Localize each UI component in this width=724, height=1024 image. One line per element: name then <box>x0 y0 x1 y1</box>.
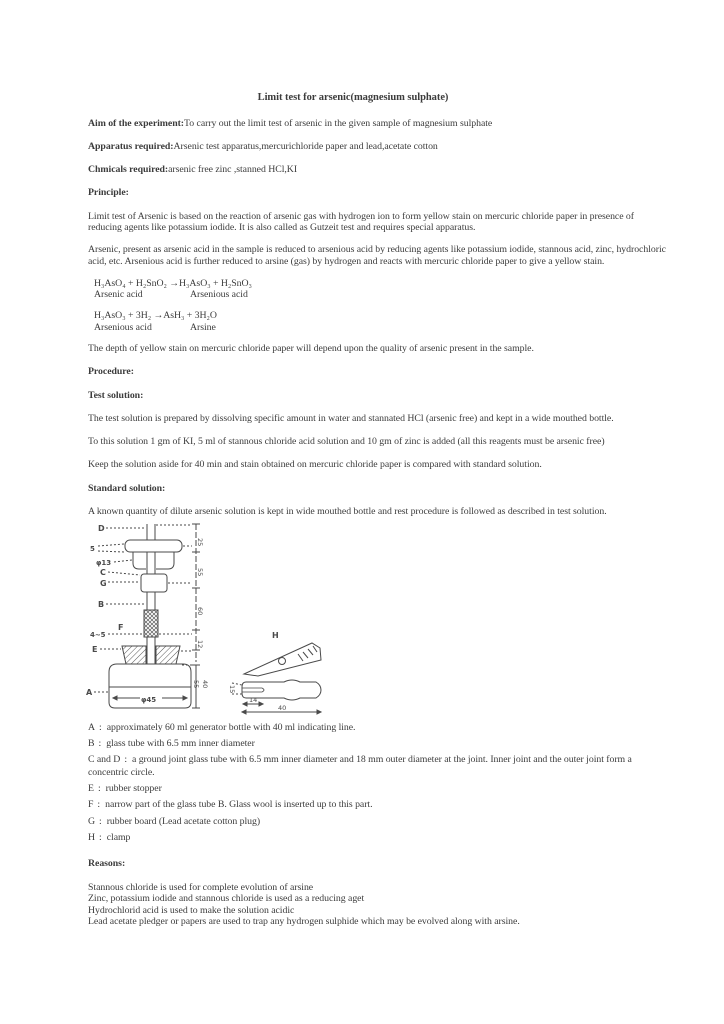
equation-2-label-right: Arsine <box>190 321 216 333</box>
equation-1 <box>94 278 668 302</box>
chemicals-text: arsenic free zinc ,stanned HCl,KI <box>168 164 298 176</box>
principle-paragraph-1: Limit test of Arsenic is based on the reaction of arsenic gas with hydrogen ion to form yellow stain on mercuric chloride paper in presence of reducing agents like potassium iodide. It is also called as Gutzeit test and requires special apparatus. <box>88 210 634 234</box>
separator: : <box>99 721 102 733</box>
apparatus-item-key: G <box>88 815 96 827</box>
apparatus-text: Arsenic test apparatus,mercurichloride paper and lead,acetate cotton <box>173 140 438 152</box>
apparatus-item-text: narrow part of the glass tube B. Glass wool is inserted up to this part. <box>105 799 373 811</box>
apparatus-item-b <box>88 738 668 751</box>
gutzeit-apparatus-drawing <box>86 522 348 716</box>
apparatus-item-cd <box>88 754 668 779</box>
apparatus-item-key: A <box>88 721 96 733</box>
principle-heading: Principle: <box>88 187 129 199</box>
diagram-label-c: C <box>100 567 106 577</box>
diagram-label-d: D <box>98 523 105 533</box>
apparatus-item-key: E <box>88 783 94 795</box>
apparatus-item-g <box>88 816 668 829</box>
apparatus-item-key: B <box>88 737 95 749</box>
apparatus-item-text: clamp <box>106 831 131 843</box>
apparatus-diagram <box>86 522 668 716</box>
apparatus-item-text: a ground joint glass tube with 6.5 mm inner diameter and 18 mm outer diameter at the joint. Inner joint and the outer joint form a concentric circle. <box>88 754 632 778</box>
test-paragraph-3: Keep the solution aside for 40 min and stain obtained on mercuric chloride paper is compared with standard solution. <box>88 459 542 471</box>
apparatus-item-h <box>88 832 668 845</box>
test-paragraph-1: The test solution is prepared by dissolving specific amount in water and stannated HCl (arsenic free) and kept in a wide mouthed bottle. <box>88 412 614 424</box>
equation-2 <box>94 310 668 334</box>
diagram-label-g: G <box>100 578 107 588</box>
apparatus-line <box>88 141 668 153</box>
apparatus-label: Apparatus required: <box>88 140 174 152</box>
equation-1-label-right: Arsenious acid <box>190 289 248 301</box>
diagram-label-e: E <box>92 644 98 654</box>
diagram-label-a: A <box>86 687 93 697</box>
chemicals-line <box>88 164 668 176</box>
apparatus-item-text: rubber board (Lead acetate cotton plug) <box>106 815 261 827</box>
apparatus-item-key: C and D <box>88 754 121 766</box>
standard-paragraph: A known quantity of dilute arsenic solution is kept in wide mouthed bottle and rest procedure is followed as described in test solution. <box>88 505 607 517</box>
procedure-heading: Procedure: <box>88 366 134 378</box>
reason-line-2: Zinc, potassium iodide and stannous chloride is used as a reducing aget <box>88 893 365 905</box>
diagram-dim-seg1: 25 <box>196 537 204 546</box>
test-paragraph-2: To this solution 1 gm of KI, 5 ml of stannous chloride acid solution and 10 gm of zinc is added (all this reagents must be arsenic free) <box>88 436 605 448</box>
diagram-label-b: B <box>98 599 105 609</box>
diagram-dim-seg4: 12 <box>196 639 204 648</box>
apparatus-item-f <box>88 799 668 812</box>
equation-1-label-left: Arsenic acid <box>94 289 143 301</box>
chemicals-label: Chmicals required: <box>88 164 169 176</box>
apparatus-item-key: F <box>88 799 94 811</box>
diagram-dim-seg3: 60 <box>196 606 204 615</box>
diagram-dim-bottle-h: 55 <box>192 679 200 688</box>
diagram-dim-clamp-h: 15 <box>228 684 236 693</box>
standard-solution-heading: Standard solution: <box>88 482 166 494</box>
document-content <box>88 92 668 927</box>
apparatus-item-text: approximately 60 ml generator bottle with 40 ml indicating line. <box>106 721 356 733</box>
aim-text: To carry out the limit test of arsenic in the given sample of magnesium sulphate <box>184 117 493 129</box>
reasons-heading: Reasons: <box>88 858 126 870</box>
reason-line-4: Lead acetate pledger or papers are used to trap any hydrogen sulphide which may be evolved along with arsine. <box>88 916 520 928</box>
reason-line-3: Hydrochlorid acid is used to make the solution acidic <box>88 904 295 916</box>
diagram-dim-seg2: 55 <box>196 567 204 576</box>
separator: : <box>98 737 102 749</box>
diagram-dim-flange: 5 <box>90 544 95 553</box>
separator: : <box>124 754 127 766</box>
apparatus-item-a <box>88 722 668 735</box>
separator: : <box>99 815 102 827</box>
equation-2-formula: H₃AsO₃ + 3H₂ →AsH₃ + 3H₂O <box>94 310 217 322</box>
diagram-dim-clamp-len: 40 <box>278 703 287 712</box>
diagram-dim-phi45: φ45 <box>141 695 157 704</box>
aim-line <box>88 118 668 130</box>
page-title: Limit test for arsenic(magnesium sulphate) <box>257 92 449 103</box>
separator: : <box>97 799 101 811</box>
apparatus-item-text: glass tube with 6.5 mm inner diameter <box>106 737 255 749</box>
diagram-label-h: H <box>272 630 279 640</box>
diagram-dim-phi13: φ13 <box>96 558 112 567</box>
test-solution-heading: Test solution: <box>88 389 144 401</box>
separator: : <box>99 831 102 843</box>
reason-line-1: Stannous chloride is used for complete evolution of arsine <box>88 882 314 894</box>
equation-2-labels <box>94 322 668 334</box>
apparatus-item-text: rubber stopper <box>105 783 162 795</box>
equation-1-formula: H₃AsO₄ + H₂SnO₂ →H₃AsO₃ + H₂SnO₃ <box>94 277 252 289</box>
diagram-dim-fill-line: 40 <box>201 679 209 688</box>
diagram-dim-f-width: 4~5 <box>90 630 106 639</box>
principle-paragraph-2: Arsenic, present as arsenic acid in the sample is reduced to arsenious acid by reducing agents like potassium iodide, stannous acid, zinc, hydrochloric acid, etc. Arsenious acid is further reduced to arsine (gas) by hydrogen and reacts with mercuric chloride paper to give a yellow stain. <box>88 244 666 267</box>
equation-2-label-left: Arsenious acid <box>94 321 152 333</box>
diagram-label-f: F <box>118 622 124 632</box>
stain-note: The depth of yellow stain on mercuric chloride paper will depend upon the quality of arsenic present in the sample. <box>88 342 534 354</box>
equation-1-labels <box>94 289 668 301</box>
aim-label: Aim of the experiment: <box>88 117 185 129</box>
apparatus-item-key: H <box>88 831 96 843</box>
apparatus-item-e <box>88 783 668 796</box>
apparatus-label-list <box>88 722 668 845</box>
separator: : <box>97 783 101 795</box>
diagram-dim-clamp-jaw: 14 <box>249 695 258 704</box>
